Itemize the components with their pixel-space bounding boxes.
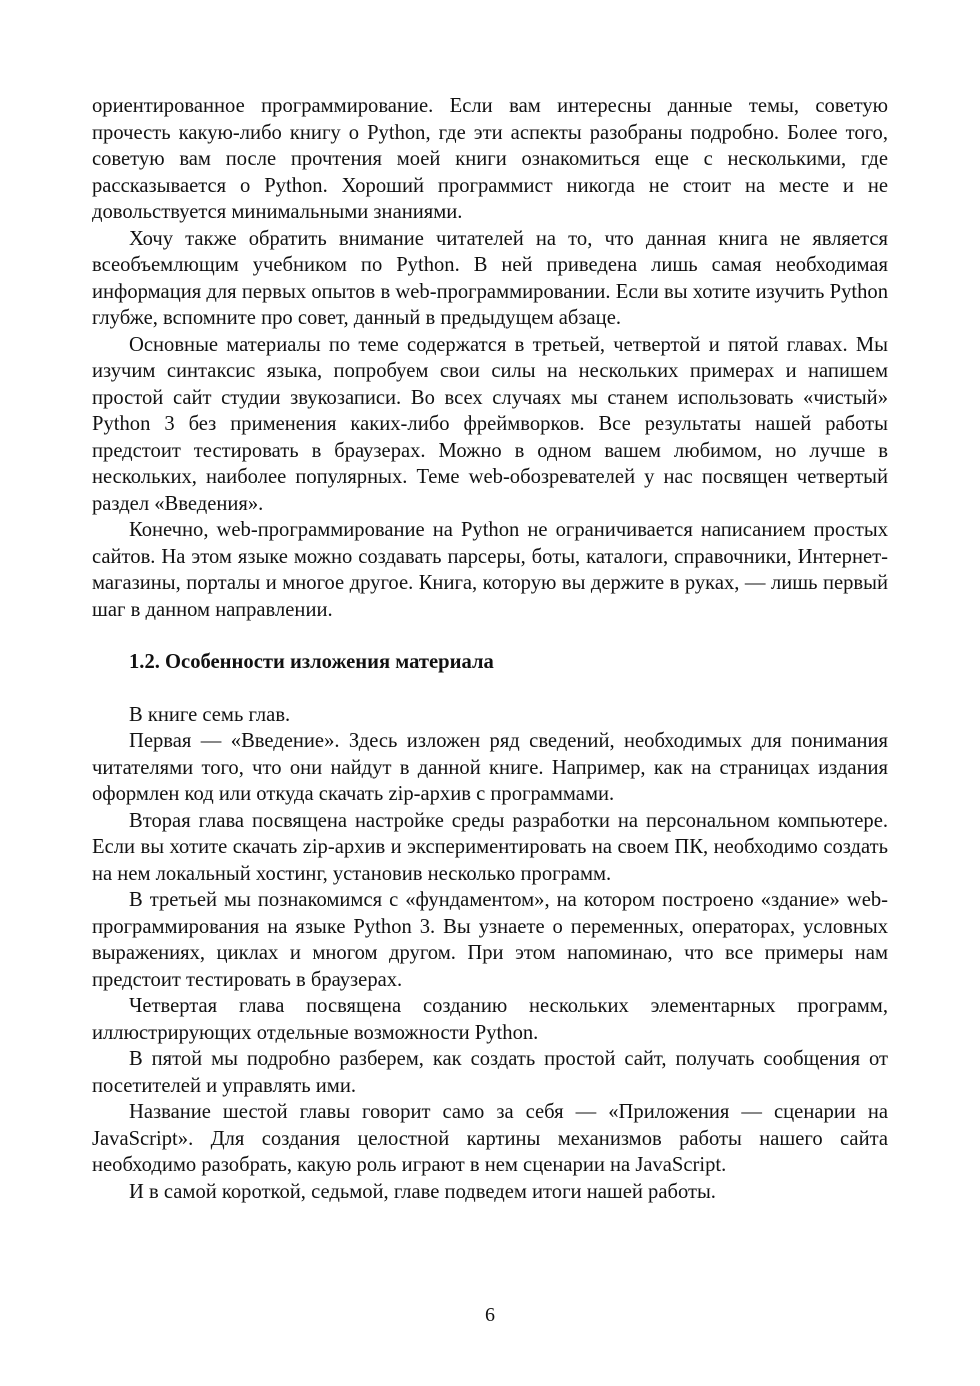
paragraph-chapter-five: В пятой мы подробно разберем, как создать простой сайт, получать сообщения от посетителей и управлять ими. [92, 1048, 888, 1097]
paragraph-chapter-four: Четвертая глава посвящена созданию нескольких элементарных программ, иллюстрирующих отдельные возможности Python. [92, 995, 888, 1044]
paragraph-chapter-six: Название шестой главы говорит само за себя — «Приложения — сценарии на JavaScript». Для создания целостной картины механизмов работы нашего сайта необходимо разобрать, какую роль играют в нем сценарии на JavaScript. [92, 1101, 888, 1176]
paragraph-main-materials: Основные материалы по теме содержатся в третьей, четвертой и пятой главах. Мы изучим синтаксис языка, попробуем свои силы на нескольких примерах и напишем простой сайт студии звукозаписи. Во всех случаях мы станем использовать «чистый» Python 3 без применения каких-либо фреймворков. Все результаты нашей работы предстоит тестировать в браузерах. Можно в одном вашем любимом, но лучше в нескольких, наиболее популярных. Теме web-обозревателей у нас посвящен четвертый раздел «Введения». [92, 333, 888, 515]
paragraph-chapter-seven: И в самой короткой, седьмой, главе подведем итоги нашей работы. [129, 1180, 716, 1203]
page-number: 6 [485, 1304, 495, 1326]
paragraph-chapter-one: Первая — «Введение». Здесь изложен ряд сведений, необходимых для понимания читателями того, что они найдут в данной книге. Например, как на страницах издания оформлен код или откуда скачать zip-архив с программами. [92, 730, 888, 805]
paragraph-book-scope: Хочу также обратить внимание читателей на то, что данная книга не является всеобъемлющим учебником по Python. В ней приведена лишь самая необходимая информация для первых опытов в web-программировании. Если вы хотите изучить Python глубже, вспомните про совет, данный в предыдущем абзаце. [92, 227, 888, 329]
paragraph-chapter-three: В третьей мы познакомимся с «фундаментом», на котором построено «здание» web-программирования на языке Python 3. Вы узнаете о переменных, операторах, условных выражениях, циклах и многом другом. При этом напоминаю, что все примеры нам предстоит тестировать в браузерах. [92, 889, 888, 991]
paragraph-python-possibilities: Конечно, web-программирование на Python не ограничивается написанием простых сайтов. На этом языке можно создавать парсеры, боты, каталоги, справочники, Интернет-магазины, порталы и многое другое. Книга, которую вы держите в руках, — лишь первый шаг в данном направлении. [92, 519, 888, 621]
page-body [92, 93, 888, 1205]
section-heading: 1.2. Особенности изложения материала [129, 651, 494, 673]
paragraph-chapter-two: Вторая глава посвящена настройке среды разработки на персональном компьютере. Если вы хотите скачать zip-архив и экспериментировать на своем ПК, необходимо создать на нем локальный хостинг, установив несколько программ. [92, 809, 888, 885]
paragraph-seven-chapters: В книге семь глав. [129, 703, 291, 726]
paragraph-continuation: ориентированное программирование. Если вам интересны данные темы, советую прочесть какую-либо книгу о Python, где эти аспекты разобраны подробно. Более того, советую вам после прочтения моей книги ознакомиться еще с несколькими, где рассказывается о Python. Хороший программист никогда не стоит на месте и не довольствуется минимальными знаниями. [92, 95, 888, 223]
